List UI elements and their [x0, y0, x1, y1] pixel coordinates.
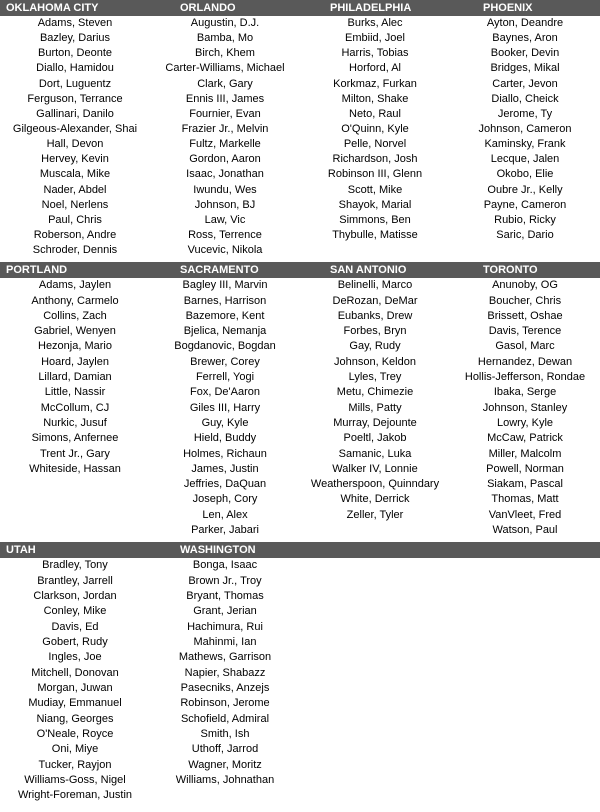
player-name: Brown Jr., Troy: [188, 574, 262, 587]
player-name: Belinelli, Marco: [337, 279, 413, 292]
roster-columns: [0, 558, 600, 804]
player-name: Samanic, Luka: [338, 447, 412, 460]
player-name: Roberson, Andre: [33, 228, 117, 241]
player-name: White, Derrick: [340, 493, 410, 506]
player-name: Brantley, Jarrell: [37, 574, 113, 587]
player-name: Barnes, Harrison: [183, 294, 267, 307]
player-name: Uthoff, Jarrod: [191, 743, 259, 756]
player-name: Ibaka, Serge: [493, 386, 557, 399]
player-name: Burton, Deonte: [38, 47, 112, 60]
player-name: Gordon, Aaron: [189, 153, 261, 166]
team-name-header: TORONTO: [483, 264, 538, 277]
player-name: O'Neale, Royce: [36, 728, 114, 741]
roster-section: [0, 542, 600, 804]
team-roster-column: [300, 278, 450, 538]
player-name: O'Quinn, Kyle: [341, 122, 409, 135]
team-name-header: ORLANDO: [180, 2, 236, 14]
player-name: Bjelica, Nemanja: [183, 325, 267, 338]
player-name: Gallinari, Danilo: [36, 107, 114, 120]
player-name: Lillard, Damian: [38, 371, 112, 384]
player-name: Kaminsky, Frank: [484, 138, 566, 151]
player-name: Little, Nassir: [44, 386, 106, 399]
team-name-header: [300, 542, 450, 558]
player-name: Booker, Devin: [490, 47, 560, 60]
team-roster-column: [450, 16, 600, 258]
player-name: Bradley, Tony: [42, 559, 108, 572]
team-roster-column: [450, 278, 600, 538]
player-name: Lecque, Jalen: [490, 153, 560, 166]
player-name: Embiid, Joel: [345, 32, 405, 45]
player-name: Watson, Paul: [492, 524, 558, 536]
player-name: Gay, Rudy: [349, 340, 401, 353]
player-name: Milton, Shake: [341, 92, 409, 105]
player-name: Scott, Mike: [347, 183, 403, 196]
team-roster-column: [150, 278, 300, 538]
player-name: Augustin, D.J.: [190, 17, 260, 29]
player-name: Nurkic, Jusuf: [43, 416, 107, 429]
player-name: Eubanks, Drew: [337, 309, 413, 322]
team-header-row: [0, 0, 600, 16]
player-name: Brewer, Corey: [190, 355, 260, 368]
player-name: Carter-Williams, Michael: [165, 62, 285, 75]
team-roster-column: [0, 16, 150, 258]
roster-columns: [0, 278, 600, 538]
player-name: Anunoby, OG: [492, 279, 558, 292]
team-name-header: SAN ANTONIO: [330, 264, 407, 277]
player-name: James, Justin: [191, 462, 259, 475]
player-name: Harris, Tobias: [341, 47, 409, 60]
player-name: Diallo, Hamidou: [36, 62, 114, 75]
player-name: Robinson III, Glenn: [327, 168, 423, 181]
team-name-header: PORTLAND: [6, 264, 68, 277]
player-name: Richardson, Josh: [332, 153, 418, 166]
player-name: Trent Jr., Gary: [40, 447, 110, 460]
team-name-header: PHILADELPHIA: [330, 2, 412, 14]
player-name: Williams-Goss, Nigel: [24, 774, 126, 787]
player-name: Bamba, Mo: [196, 32, 254, 45]
player-name: Hachimura, Rui: [187, 620, 263, 633]
player-name: Morgan, Juwan: [37, 682, 113, 695]
team-name-header: UTAH: [6, 544, 36, 557]
player-name: Niang, Georges: [36, 712, 114, 725]
roster-section: [0, 0, 600, 258]
player-name: Wagner, Moritz: [188, 758, 262, 771]
player-name: Pasecniks, Anzejs: [180, 682, 270, 695]
team-name-header: PHOENIX: [483, 2, 533, 14]
player-name: Mahinmi, Ian: [193, 636, 257, 649]
player-name: Adams, Steven: [37, 17, 113, 29]
player-name: Joseph, Cory: [192, 493, 258, 506]
player-name: Johnson, Stanley: [482, 401, 568, 414]
player-name: Robinson, Jerome: [180, 697, 270, 710]
player-name: DeRozan, DeMar: [332, 294, 418, 307]
player-name: Gilgeous-Alexander, Shai: [12, 122, 138, 135]
team-roster-column: [450, 558, 600, 804]
player-name: Miller, Malcolm: [488, 447, 562, 460]
player-name: Giles III, Harry: [189, 401, 261, 414]
player-name: Holmes, Richaun: [183, 447, 267, 460]
player-name: Johnson, BJ: [194, 198, 256, 211]
team-name-header: SACRAMENTO: [180, 264, 259, 277]
player-name: Davis, Ed: [51, 620, 99, 633]
player-name: Neto, Raul: [349, 107, 401, 120]
team-name-header: WASHINGTON: [180, 544, 256, 557]
player-name: Conley, Mike: [43, 605, 107, 618]
team-header-row: [0, 262, 600, 278]
team-roster-column: [0, 278, 150, 538]
player-name: Williams, Johnathan: [175, 774, 275, 787]
team-roster-column: [300, 16, 450, 258]
player-name: Nader, Abdel: [43, 183, 107, 196]
player-name: Birch, Khem: [195, 47, 255, 60]
player-name: Wright-Foreman, Justin: [17, 789, 133, 802]
player-name: Napier, Shabazz: [184, 666, 266, 679]
player-name: Okobo, Elie: [496, 168, 554, 181]
player-name: Schroder, Dennis: [32, 244, 118, 257]
player-name: Thybulle, Matisse: [332, 228, 418, 241]
player-name: Murray, Dejounte: [333, 416, 417, 429]
player-name: Clark, Gary: [197, 77, 253, 90]
player-name: Hoard, Jaylen: [41, 355, 109, 368]
player-name: Bogdanovic, Bogdan: [174, 340, 276, 353]
player-name: Ayton, Deandre: [486, 17, 564, 29]
roster-section: [0, 262, 600, 538]
player-name: Whiteside, Hassan: [29, 462, 121, 475]
player-name: Ingles, Joe: [48, 651, 102, 664]
player-name: Horford, Al: [349, 62, 401, 75]
player-name: Hall, Devon: [46, 138, 104, 151]
player-name: Boucher, Chris: [488, 294, 562, 307]
player-name: Bazemore, Kent: [185, 309, 265, 322]
player-name: Gasol, Marc: [495, 340, 555, 353]
player-name: Ferrell, Yogi: [195, 371, 255, 384]
player-name: Shayok, Marial: [338, 198, 412, 211]
player-name: Oni, Miye: [51, 743, 99, 756]
player-name: Parker, Jabari: [191, 524, 259, 536]
player-name: Diallo, Cheick: [491, 92, 559, 105]
team-header-row: [0, 542, 600, 558]
player-name: Fultz, Markelle: [189, 138, 261, 151]
roster-columns: [0, 16, 600, 258]
team-roster-column: [300, 558, 450, 804]
player-name: Hernandez, Dewan: [477, 355, 573, 368]
player-name: Gabriel, Wenyen: [34, 325, 116, 338]
player-name: Burks, Alec: [347, 17, 403, 29]
player-name: Jerome, Ty: [497, 107, 553, 120]
player-name: Collins, Zach: [43, 309, 107, 322]
player-name: Walker IV, Lonnie: [332, 462, 418, 475]
player-name: Hervey, Kevin: [41, 153, 109, 166]
player-name: Noel, Nerlens: [41, 198, 109, 211]
player-name: Simons, Anfernee: [31, 432, 119, 445]
player-name: Johnson, Keldon: [334, 355, 416, 368]
player-name: Mitchell, Donovan: [31, 666, 119, 679]
player-name: Muscala, Mike: [39, 168, 111, 181]
player-name: Len, Alex: [202, 508, 248, 521]
player-name: Powell, Norman: [486, 462, 564, 475]
player-name: Lowry, Kyle: [496, 416, 554, 429]
player-name: Jeffries, DaQuan: [183, 478, 267, 491]
player-name: Hezonja, Mario: [38, 340, 112, 353]
player-name: Adams, Jaylen: [38, 279, 112, 292]
player-name: Thomas, Matt: [491, 493, 559, 506]
player-name: Gobert, Rudy: [42, 636, 108, 649]
player-name: McCollum, CJ: [40, 401, 110, 414]
player-name: Payne, Cameron: [483, 198, 567, 211]
player-name: Schofield, Admiral: [180, 712, 270, 725]
player-name: Poeltl, Jakob: [343, 432, 407, 445]
player-name: Korkmaz, Furkan: [333, 77, 417, 90]
player-name: Bridges, Mikal: [490, 62, 560, 75]
player-name: Weatherspoon, Quinndary: [310, 478, 440, 491]
player-name: Saric, Dario: [496, 228, 554, 241]
player-name: Ross, Terrence: [188, 228, 262, 241]
player-name: Pelle, Norvel: [343, 138, 407, 151]
player-name: Frazier Jr., Melvin: [181, 122, 269, 135]
player-name: Baynes, Aron: [492, 32, 558, 45]
player-name: Metu, Chimezie: [336, 386, 414, 399]
team-roster-column: [0, 558, 150, 804]
player-name: Tucker, Rayjon: [38, 758, 112, 771]
player-name: Mudiay, Emmanuel: [28, 697, 122, 710]
player-name: Paul, Chris: [48, 213, 102, 226]
player-name: Guy, Kyle: [201, 416, 249, 429]
player-name: Rubio, Ricky: [494, 213, 556, 226]
team-name-header: OKLAHOMA CITY: [6, 2, 99, 14]
player-name: Ferguson, Terrance: [27, 92, 123, 105]
team-roster-column: [150, 558, 300, 804]
player-name: Fox, De'Aaron: [190, 386, 260, 399]
player-name: Lyles, Trey: [348, 371, 402, 384]
player-name: Zeller, Tyler: [346, 508, 404, 521]
player-name: Iwundu, Wes: [193, 183, 257, 196]
player-name: Brissett, Oshae: [487, 309, 563, 322]
player-name: Mathews, Garrison: [178, 651, 272, 664]
player-name: Bryant, Thomas: [186, 589, 264, 602]
player-name: Smith, Ish: [200, 728, 250, 741]
team-roster-column: [150, 16, 300, 258]
player-name: Carter, Jevon: [492, 77, 558, 90]
player-name: Clarkson, Jordan: [33, 589, 117, 602]
player-name: Dort, Luguentz: [38, 77, 112, 90]
player-name: Hollis-Jefferson, Rondae: [464, 371, 586, 384]
player-name: Bonga, Isaac: [192, 559, 258, 572]
player-name: Isaac, Jonathan: [186, 168, 264, 181]
player-name: Oubre Jr., Kelly: [487, 183, 563, 196]
player-name: Mills, Patty: [348, 401, 402, 414]
player-name: VanVleet, Fred: [488, 508, 562, 521]
player-name: Siakam, Pascal: [487, 478, 563, 491]
player-name: Grant, Jerian: [193, 605, 257, 618]
player-name: Law, Vic: [204, 213, 246, 226]
player-name: Fournier, Evan: [189, 107, 261, 120]
player-name: Hield, Buddy: [193, 432, 257, 445]
player-name: McCaw, Patrick: [487, 432, 563, 445]
player-name: Bagley III, Marvin: [182, 279, 268, 292]
player-name: Anthony, Carmelo: [31, 294, 119, 307]
team-name-header: [450, 542, 600, 558]
player-name: Forbes, Bryn: [343, 325, 407, 338]
player-name: Davis, Terence: [488, 325, 562, 338]
player-name: Ennis III, James: [185, 92, 265, 105]
player-name: Johnson, Cameron: [478, 122, 572, 135]
player-name: Simmons, Ben: [339, 213, 411, 226]
player-name: Vucevic, Nikola: [187, 244, 263, 257]
player-name: Bazley, Darius: [39, 32, 111, 45]
